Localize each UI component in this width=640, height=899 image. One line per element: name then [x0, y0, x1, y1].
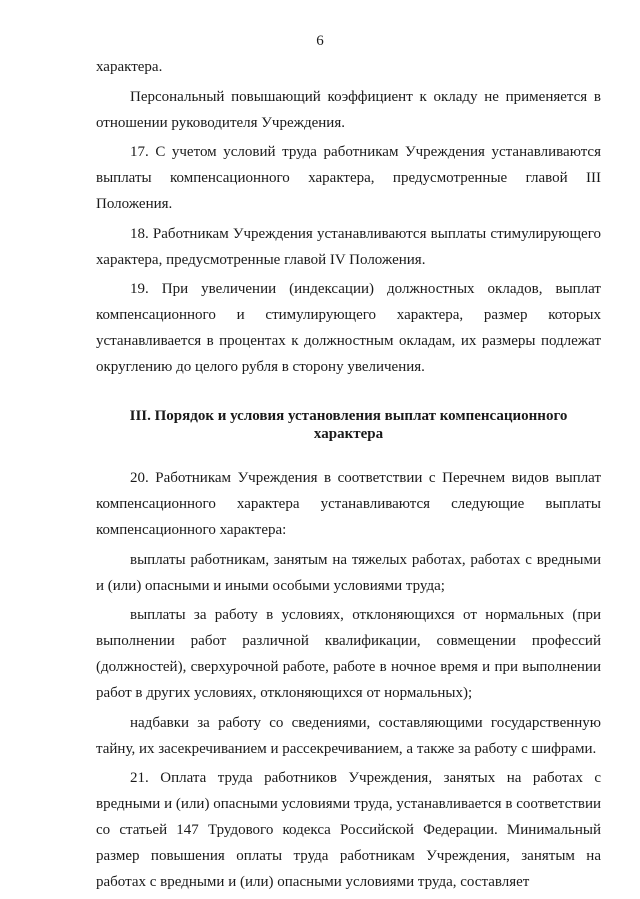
- paragraph-hazardous-work: выплаты работникам, занятым на тяжелых работах, работах с вредными и (или) опасными и иными особыми условиями труда;: [96, 551, 601, 594]
- document-body: [96, 54, 601, 899]
- paragraph-21: 21. Оплата труда работников Учреждения, занятых на работах с вредными и (или) опасными условиями труда, устанавливается в соответствии со статьей 147 Трудового кодекса Российской Федерации. Минимальный размер повышения оплаты труда работникам Учреждения, занятым на работах с вредными и (или) опасными условиями труда, составляет: [96, 770, 601, 890]
- paragraph-state-secrets: надбавки за работу со сведениями, составляющими государственную тайну, их засекречиванием и рассекречиванием, а также за работу с шифрами.: [96, 714, 601, 757]
- page-number: 6: [316, 33, 324, 49]
- paragraph-20: 20. Работникам Учреждения в соответствии с Перечнем видов выплат компенсационного характера устанавливаются следующие выплаты компенсационного характера:: [96, 470, 601, 538]
- paragraph-continuation: характера.: [96, 59, 163, 75]
- paragraph-18: 18. Работникам Учреждения устанавливаются выплаты стимулирующего характера, предусмотренные главой IV Положения.: [96, 225, 601, 268]
- paragraph-personal-coefficient: Персональный повышающий коэффициент к окладу не применяется в отношении руководителя Учреждения.: [96, 88, 601, 131]
- paragraph-19: 19. При увеличении (индексации) должностных окладов, выплат компенсационного и стимулирующего характера, размер которых устанавливается в процентах к должностным окладам, их размеры подлежат округлению до целого рубля в сторону увеличения.: [96, 281, 601, 375]
- section-heading: III. Порядок и условия установления выплат компенсационного характера: [129, 408, 568, 442]
- paragraph-abnormal-conditions: выплаты за работу в условиях, отклоняющихся от нормальных (при выполнении работ различной квалификации, совмещении профессий (должностей), сверхурочной работе, работе в ночное время и при выполнении работ в других условиях, отклоняющихся от нормальных);: [96, 607, 601, 701]
- paragraph-17: 17. С учетом условий труда работникам Учреждения устанавливаются выплаты компенсационного характера, предусмотренные главой III Положения.: [96, 144, 601, 212]
